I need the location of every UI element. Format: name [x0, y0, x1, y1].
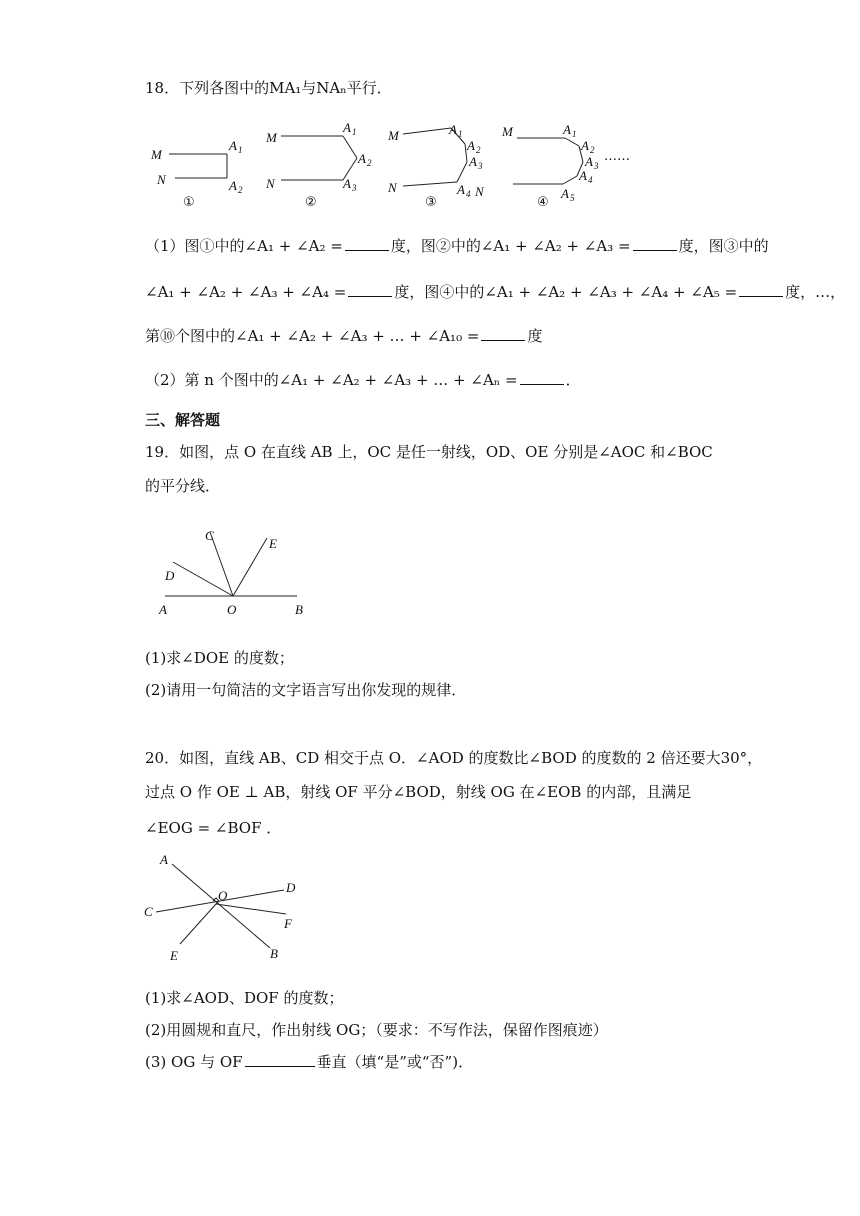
- label-o: O: [218, 888, 228, 903]
- q20-line1: 20．如图，直线 AB、CD 相交于点 O．∠AOD 的度数比∠BOD 的度数的 2 倍还要大30°，: [145, 749, 763, 767]
- text: 垂直（填“是”或“否”)．: [316, 1053, 474, 1071]
- svg-text:A: A: [585, 154, 593, 169]
- q18-figures: [145, 118, 655, 210]
- answer-blank[interactable]: [245, 1052, 315, 1067]
- svg-text:A: A: [229, 138, 237, 153]
- text: ．: [565, 371, 581, 389]
- svg-text:A: A: [469, 154, 477, 169]
- q19-sub1: (1)求∠DOE 的度数；: [145, 649, 294, 667]
- label-b: B: [295, 602, 303, 617]
- svg-text:M: M: [502, 124, 513, 139]
- fig-label-4: ④: [537, 195, 549, 210]
- ray-oe: [233, 538, 267, 596]
- ray-of: [216, 904, 286, 914]
- svg-text:2: 2: [476, 145, 481, 155]
- q19-figure: [155, 522, 325, 622]
- label-d: D: [165, 568, 175, 583]
- ray-od: [173, 562, 233, 596]
- svg-text:A: A: [561, 186, 569, 201]
- svg-text:4: 4: [466, 189, 471, 199]
- fig-label-2: ②: [305, 195, 317, 210]
- q18-part1-line3: [145, 326, 542, 346]
- text: 度，图③中的: [678, 237, 769, 255]
- svg-text:2: 2: [367, 158, 372, 168]
- figure-2: [281, 136, 357, 180]
- svg-text:N: N: [475, 184, 484, 199]
- section-heading: 三、解答题: [145, 411, 221, 429]
- label-c: C: [144, 904, 153, 919]
- label-e: E: [170, 948, 178, 963]
- label-c: C: [205, 528, 214, 543]
- label-o: O: [227, 602, 237, 617]
- answer-blank[interactable]: [520, 370, 564, 385]
- svg-text:1: 1: [572, 129, 577, 139]
- svg-text:N: N: [266, 176, 275, 191]
- q18-part2: [145, 370, 581, 390]
- q19-sub2: (2)请用一句简洁的文字语言写出你发现的规律．: [145, 681, 467, 699]
- svg-text:5: 5: [570, 193, 575, 203]
- text: 度: [527, 327, 543, 345]
- svg-text:4: 4: [588, 175, 593, 185]
- svg-text:2: 2: [238, 185, 243, 195]
- svg-text:M: M: [266, 130, 277, 145]
- figure-1: [169, 154, 227, 178]
- text: ∠A₁ + ∠A₂ + ∠A₃ + ∠A₄ =: [145, 283, 347, 301]
- label-d: D: [286, 880, 296, 895]
- q19-line1: 19．如图，点 O 在直线 AB 上，OC 是任一射线，OD、OE 分别是∠AOC 和∠BOC: [145, 443, 713, 461]
- svg-text:M: M: [388, 128, 399, 143]
- svg-text:A: A: [563, 122, 571, 137]
- svg-text:3: 3: [594, 161, 599, 171]
- label-f: F: [284, 916, 292, 931]
- svg-text:A: A: [579, 168, 587, 183]
- ray-oe: [180, 904, 216, 944]
- fig-label-1: ①: [183, 195, 195, 210]
- svg-text:N: N: [388, 180, 397, 195]
- label-e: E: [269, 536, 277, 551]
- text: 第⑩个图中的∠A₁ + ∠A₂ + ∠A₃ + … + ∠A₁₀ =: [145, 327, 480, 345]
- fig-label-3: ③: [425, 195, 437, 210]
- svg-text:A: A: [581, 138, 589, 153]
- ellipsis: ……: [604, 149, 630, 164]
- svg-text:A: A: [457, 182, 465, 197]
- svg-text:N: N: [157, 172, 166, 187]
- text: （1）图①中的∠A₁ + ∠A₂ =: [145, 237, 343, 255]
- text: 度，图②中的∠A₁ + ∠A₂ + ∠A₃ =: [390, 237, 631, 255]
- q20-figure: [140, 848, 320, 968]
- svg-text:A: A: [467, 138, 475, 153]
- answer-blank[interactable]: [739, 282, 783, 297]
- q18-part1-line1: [145, 236, 769, 256]
- answer-blank[interactable]: [345, 236, 389, 251]
- q20-line2: 过点 O 作 OE ⊥ AB，射线 OF 平分∠BOD，射线 OG 在∠EOB 的内部，且满足: [145, 783, 692, 801]
- text: 度，…，: [785, 283, 846, 301]
- svg-text:3: 3: [478, 161, 483, 171]
- answer-blank[interactable]: [633, 236, 677, 251]
- svg-text:3: 3: [352, 183, 357, 193]
- label-a: A: [160, 852, 168, 867]
- label-a: A: [159, 602, 167, 617]
- q20-line3: ∠EOG = ∠BOF ．: [145, 819, 282, 837]
- q18-intro: 18．下列各图中的MA₁与NAₙ平行．: [145, 79, 392, 97]
- svg-text:A: A: [229, 178, 237, 193]
- svg-text:2: 2: [590, 145, 595, 155]
- svg-text:1: 1: [352, 127, 357, 137]
- svg-text:A: A: [449, 122, 457, 137]
- label-b: B: [270, 946, 278, 961]
- figure-4: [513, 138, 583, 184]
- answer-blank[interactable]: [481, 326, 525, 341]
- q20-sub3: [145, 1052, 473, 1072]
- q19-line2: 的平分线．: [145, 477, 221, 495]
- svg-text:M: M: [151, 147, 162, 162]
- svg-text:A: A: [343, 176, 351, 191]
- text: （2）第 n 个图中的∠A₁ + ∠A₂ + ∠A₃ + … + ∠Aₙ =: [145, 371, 518, 389]
- q20-sub1: (1)求∠AOD、DOF 的度数；: [145, 989, 344, 1007]
- text: 度，图④中的∠A₁ + ∠A₂ + ∠A₃ + ∠A₄ + ∠A₅ =: [394, 283, 738, 301]
- svg-text:1: 1: [238, 145, 243, 155]
- svg-text:A: A: [343, 120, 351, 135]
- svg-text:A: A: [358, 151, 366, 166]
- svg-text:1: 1: [458, 129, 463, 139]
- q18-part1-line2: [145, 282, 845, 302]
- answer-blank[interactable]: [348, 282, 392, 297]
- text: (3) OG 与 OF: [145, 1053, 243, 1071]
- line-ab: [172, 864, 270, 948]
- q20-sub2: (2)用圆规和直尺，作出射线 OG；（要求：不写作法，保留作图痕迹）: [145, 1021, 608, 1039]
